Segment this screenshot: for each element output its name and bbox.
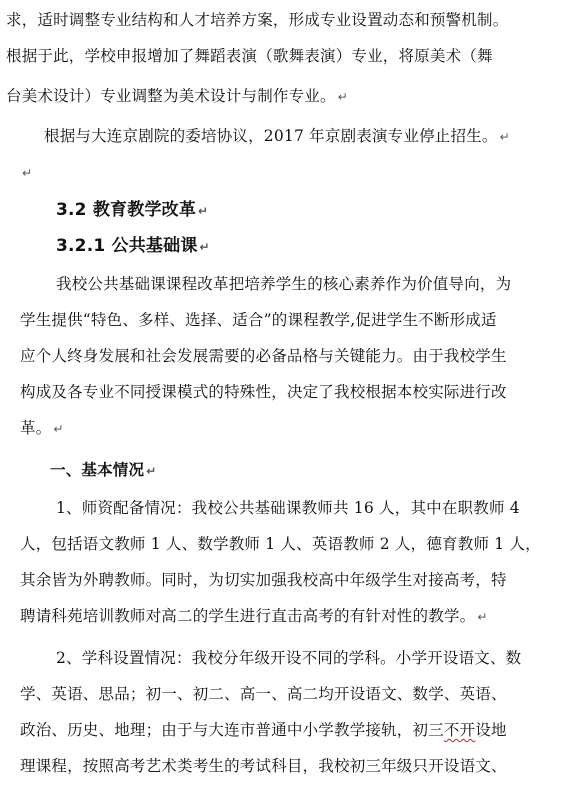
paragraph-mark-icon: ↵ [499, 130, 510, 144]
paragraph-mark-icon: ↵ [477, 610, 488, 624]
text-line [0, 526, 566, 562]
text: 设地 [475, 721, 507, 739]
text: 应个人终身发展和社会发展需要的必备品格与关键能力。由于我校学生 [20, 347, 507, 365]
text: 构成及各专业不同授课模式的特殊性，决定了我校根据本校实际进行改 [20, 383, 507, 401]
paragraph-mark-icon: ↵ [199, 240, 210, 254]
text-line [0, 118, 566, 154]
text-line [0, 374, 566, 410]
paragraph-mark-icon: ↵ [22, 166, 33, 180]
empty-line [0, 154, 566, 190]
heading-text: 教育教学改革 [92, 200, 197, 220]
paragraph-mark-icon: ↵ [53, 422, 64, 436]
section-heading [0, 192, 566, 228]
text-line [0, 78, 566, 114]
text: 理课程，按照高考艺术类考生的考试科目，我校初三年级只开设语文、 [20, 757, 507, 775]
text-line [0, 748, 566, 784]
text-line [0, 562, 566, 598]
text-line [0, 598, 566, 634]
subsection-heading [0, 228, 566, 264]
text: 学、英语、思品；初一、初二、高一、高二均开设语文、数学、英语、 [20, 685, 507, 703]
text: 革。 [20, 419, 52, 437]
text-line [0, 490, 566, 526]
paragraph-mark-icon: ↵ [198, 204, 209, 218]
text: 根据于此，学校申报增加了舞蹈表演（歌舞表演）专业，将原美术（舞 [6, 47, 493, 65]
text: 我校公共基础课课程改革把培养学生的核心素养作为价值导向，为 [56, 275, 512, 293]
paragraph-mark-icon: ↵ [146, 464, 157, 478]
heading-number: 3.2.1 [56, 236, 106, 256]
text: 人，包括语文教师 1 人、数学教师 1 人、英语教师 2 人，德育教师 1 人， [20, 535, 541, 553]
heading-text: 公共基础课 [111, 236, 198, 256]
text-line [0, 640, 566, 676]
text-line [0, 712, 566, 748]
text: 其余皆为外聘教师。同时，为切实加强我校高中年级学生对接高考，特 [20, 571, 507, 589]
text-line [0, 410, 566, 446]
text-line [0, 38, 566, 74]
spellcheck-flagged-text: 不开 [443, 721, 476, 739]
text: 2、学科设置情况：我校分年级开设不同的学科。小学开设语文、数 [56, 649, 522, 667]
text: 根据与大连京剧院的委培协议，2017 年京剧表演专业停止招生。 [44, 127, 498, 145]
paragraph-mark-icon: ↵ [337, 90, 348, 104]
text-line [0, 302, 566, 338]
text: 学生提供“特色、多样、选择、适合”的课程教学,促进学生不断形成适 [20, 311, 497, 329]
text-line [0, 266, 566, 302]
text-line [0, 2, 566, 38]
heading-text: 一、基本情况 [50, 461, 145, 479]
text: 聘请科苑培训教师对高二的学生进行直击高考的有针对性的教学。 [20, 607, 476, 625]
numbered-heading [0, 452, 566, 488]
text-line [0, 676, 566, 712]
text: 求，适时调整专业结构和人才培养方案，形成专业设置动态和预警机制。 [6, 11, 509, 29]
text: 政治、历史、地理；由于与大连市普通中小学教学接轨，初三 [20, 721, 444, 739]
heading-number: 3.2 [56, 200, 87, 220]
text-line [0, 338, 566, 374]
text: 1、师资配备情况：我校公共基础课教师共 16 人，其中在职教师 4 [56, 499, 520, 517]
text: 台美术设计）专业调整为美术设计与制作专业。 [6, 87, 336, 105]
